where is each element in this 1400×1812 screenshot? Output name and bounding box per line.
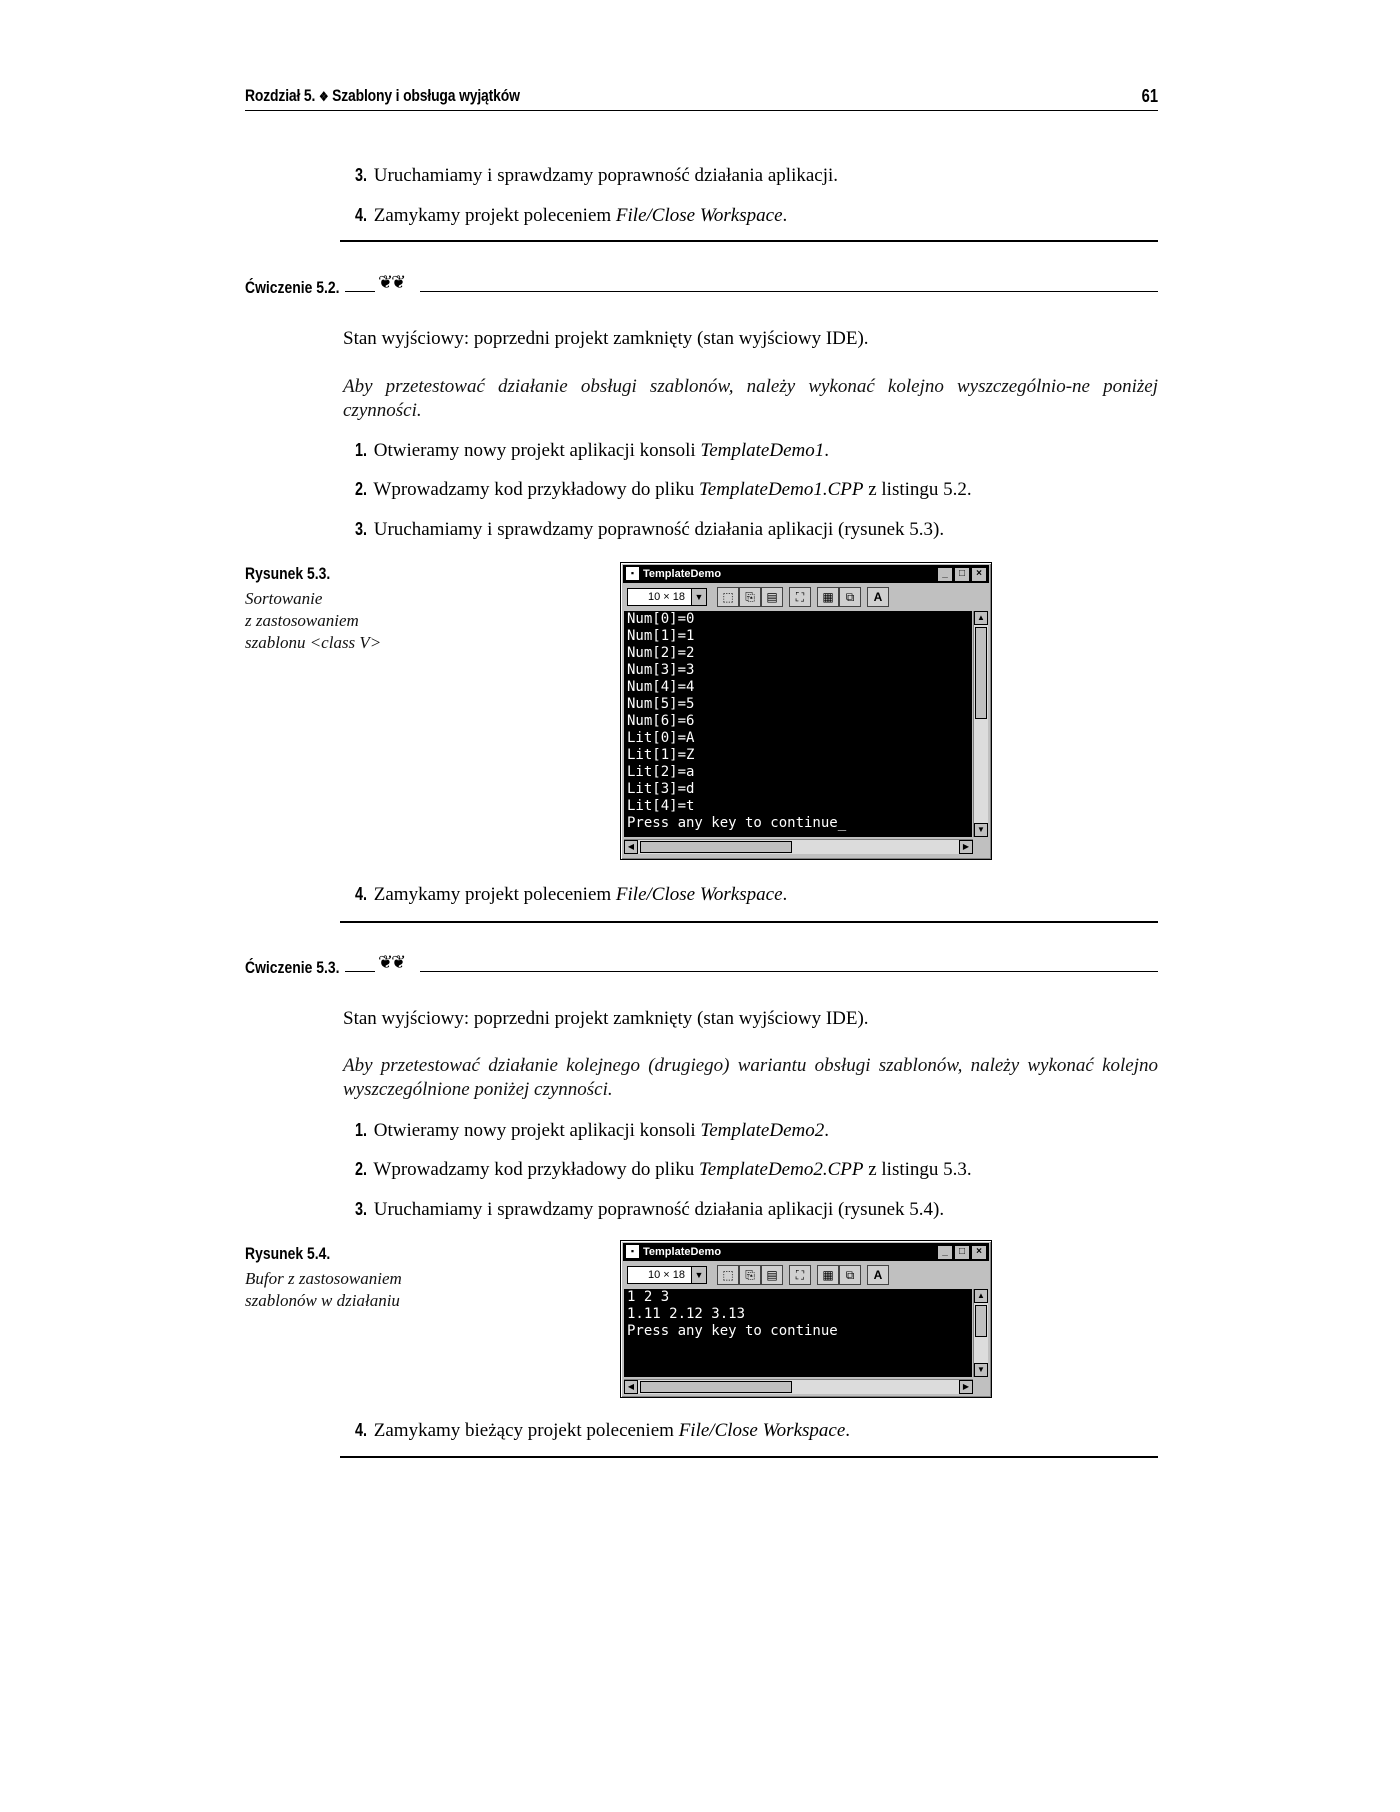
list-item: 3. Uruchamiamy i sprawdzamy poprawność działania aplikacji (rysunek 5.4). — [355, 1199, 945, 1220]
copy-icon[interactable]: ⎘ — [739, 587, 761, 607]
figure-title: Rysunek 5.4. — [245, 1244, 331, 1263]
page-number: 61 — [1141, 86, 1158, 106]
list-item: 2. Wprowadzamy kod przykładowy do pliku TemplateDemo2.CPP z listingu 5.3. — [355, 1159, 972, 1180]
font-size-select[interactable]: 10 × 18 ▼ — [627, 588, 707, 606]
start-state: Stan wyjściowy: poprzedni projekt zamknięty (stan wyjściowy IDE). — [343, 328, 869, 349]
background-icon[interactable]: ⧉ — [839, 1265, 861, 1285]
font-icon[interactable]: A — [867, 587, 889, 607]
scroll-down-icon[interactable]: ▼ — [974, 1363, 988, 1377]
separator-glyph: ❖ — [318, 89, 329, 104]
minimize-icon[interactable]: _ — [937, 1245, 953, 1260]
exercise-rule-left — [345, 971, 375, 972]
horizontal-scrollbar[interactable] — [624, 1379, 973, 1394]
window-toolbar — [623, 1263, 989, 1287]
list-item: 3. Uruchamiamy i sprawdzamy poprawność działania aplikacji (rysunek 5.3). — [355, 519, 945, 540]
start-state: Stan wyjściowy: poprzedni projekt zamknięty (stan wyjściowy IDE). — [343, 1008, 869, 1029]
section-rule — [340, 921, 1158, 923]
ornament-icon: ❦❦ — [378, 272, 405, 292]
properties-icon[interactable]: ▦ — [817, 587, 839, 607]
msdos-icon: ▪ — [626, 1245, 639, 1258]
window-title: TemplateDemo — [643, 568, 722, 580]
figure-title: Rysunek 5.3. — [245, 564, 331, 583]
chevron-down-icon[interactable]: ▼ — [691, 589, 706, 605]
close-icon[interactable]: × — [971, 567, 987, 582]
exercise-title: Ćwiczenie 5.3. — [245, 958, 340, 977]
list-item: 1. Otwieramy nowy projekt aplikacji konsoli TemplateDemo2. — [355, 1120, 829, 1141]
scroll-thumb[interactable] — [975, 1305, 987, 1337]
font-icon[interactable]: A — [867, 1265, 889, 1285]
msdos-icon: ▪ — [626, 567, 639, 580]
scroll-down-icon[interactable]: ▼ — [974, 823, 988, 837]
vertical-scrollbar[interactable] — [973, 611, 988, 837]
minimize-icon[interactable]: _ — [937, 567, 953, 582]
exercise-rule-left — [345, 291, 375, 292]
chevron-down-icon[interactable]: ▼ — [691, 1267, 706, 1283]
mark-icon[interactable]: ⬚ — [717, 587, 739, 607]
section-rule — [340, 240, 1158, 242]
scroll-left-icon[interactable]: ◀ — [624, 1380, 638, 1394]
scroll-up-icon[interactable]: ▲ — [974, 611, 988, 625]
header-rule — [245, 110, 1158, 111]
maximize-icon[interactable]: □ — [954, 1245, 970, 1260]
console-window — [620, 1240, 992, 1398]
list-item: 1. Otwieramy nowy projekt aplikacji konsoli TemplateDemo1. — [355, 440, 829, 461]
fullscreen-icon[interactable]: ⛶ — [789, 1265, 811, 1285]
scroll-left-icon[interactable]: ◀ — [624, 840, 638, 854]
fullscreen-icon[interactable]: ⛶ — [789, 587, 811, 607]
scroll-up-icon[interactable]: ▲ — [974, 1289, 988, 1303]
exercise-title: Ćwiczenie 5.2. — [245, 278, 340, 297]
list-item: 2. Wprowadzamy kod przykładowy do pliku TemplateDemo1.CPP z listingu 5.2. — [355, 479, 972, 500]
close-icon[interactable]: × — [971, 1245, 987, 1260]
exercise-rule — [420, 291, 1158, 292]
scroll-thumb[interactable] — [640, 841, 792, 853]
exercise-rule — [420, 971, 1158, 972]
running-header — [245, 86, 520, 106]
list-item: 4. Zamykamy bieżący projekt poleceniem File/Close Workspace. — [355, 1420, 851, 1441]
console-window — [620, 562, 992, 860]
figure-caption: Sortowanie z zastosowaniem szablonu <class V> — [245, 589, 382, 652]
list-item: 4. Zamykamy projekt poleceniem File/Close Workspace. — [355, 884, 788, 905]
copy-icon[interactable]: ⎘ — [739, 1265, 761, 1285]
mark-icon[interactable]: ⬚ — [717, 1265, 739, 1285]
console-output: 1 2 3 1.11 2.12 3.13 Press any key to continue — [624, 1289, 972, 1377]
maximize-icon[interactable]: □ — [954, 567, 970, 582]
chapter-title: Szablony i obsługa wyjątków — [332, 86, 520, 105]
list-item: 3. Uruchamiamy i sprawdzamy poprawność działania aplikacji. — [355, 165, 839, 186]
ornament-icon: ❦❦ — [378, 952, 405, 972]
section-rule — [340, 1456, 1158, 1458]
console-output: Num[0]=0 Num[1]=1 Num[2]=2 Num[3]=3 Num[4]=4 Num[5]=5 Num[6]=6 Lit[0]=A Lit[1]=Z Lit[2]=a Lit[3]=d Lit[4]=t Press any key to continue_ — [624, 611, 972, 837]
window-titlebar[interactable] — [623, 565, 989, 583]
horizontal-scrollbar[interactable] — [624, 839, 973, 854]
chapter-label: Rozdział 5. — [245, 86, 316, 105]
properties-icon[interactable]: ▦ — [817, 1265, 839, 1285]
font-size-select[interactable]: 10 × 18 ▼ — [627, 1266, 707, 1284]
window-title: TemplateDemo — [643, 1246, 722, 1258]
window-toolbar — [623, 585, 989, 609]
scroll-right-icon[interactable]: ▶ — [959, 1380, 973, 1394]
list-item: 4. Zamykamy projekt poleceniem File/Close Workspace. — [355, 205, 788, 226]
scroll-thumb[interactable] — [640, 1381, 792, 1393]
figure-caption: Bufor z zastosowaniem szablonów w działaniu — [245, 1269, 402, 1310]
scroll-right-icon[interactable]: ▶ — [959, 840, 973, 854]
exercise-intro: Aby przetestować działanie obsługi szablonów, należy wykonać kolejno wyszczególnio-ne poniżej czynności. — [343, 376, 1158, 421]
paste-icon[interactable]: ▤ — [761, 1265, 783, 1285]
paste-icon[interactable]: ▤ — [761, 587, 783, 607]
window-titlebar[interactable] — [623, 1243, 989, 1261]
exercise-intro: Aby przetestować działanie kolejnego (drugiego) wariantu obsługi szablonów, należy wykonać kolejno wyszczególnione poniżej czynności. — [343, 1055, 1158, 1100]
background-icon[interactable]: ⧉ — [839, 587, 861, 607]
vertical-scrollbar[interactable] — [973, 1289, 988, 1377]
scroll-thumb[interactable] — [975, 627, 987, 719]
